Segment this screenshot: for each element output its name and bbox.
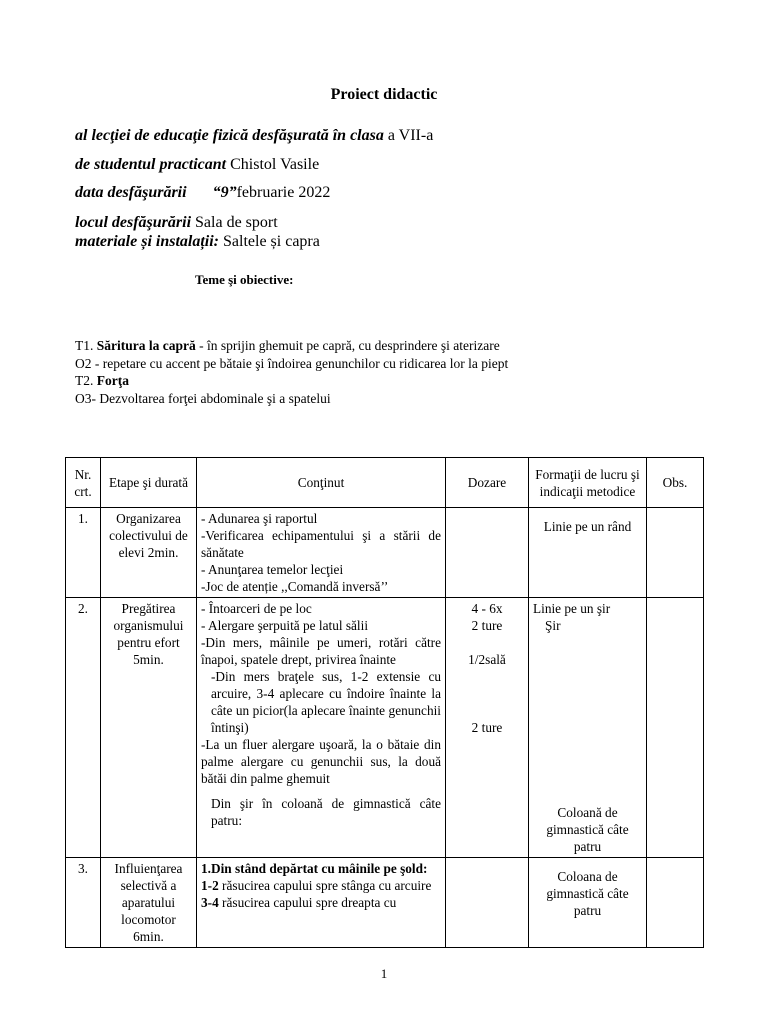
lesson-line [75,127,433,145]
header-etape: Etape şi durată [101,458,197,508]
row1-content-line: -Joc de atenție ,,Comandă inversă’’ [201,579,389,594]
row1-content-line: - Anunţarea temelor lecţiei [201,562,344,577]
row2-obs [647,598,704,858]
row3-continut [197,858,446,948]
row3-obs [647,858,704,948]
materials-label: materiale și instalații: [75,233,220,250]
row2-nr: 2. [66,598,101,858]
row3-nr: 3. [66,858,101,948]
row3-formatie-text: Coloana de gimnastică câte patru [546,869,629,918]
row1-dozare [446,508,529,598]
t1-prefix: T1. [75,338,97,353]
row1-content-line: -Verificarea echipamentului şi a stării de sănătate [201,528,441,560]
header-continut: Conţinut [197,458,446,508]
row1-formatie [529,508,647,598]
row2-continut [197,598,446,858]
materials-value: Saltele și capra [219,233,320,250]
row3-dozare [446,858,529,948]
row2-content-line: - Întoarceri de pe loc [201,601,312,616]
row1-etapa: Organizarea colectivului de elevi 2min. [101,508,197,598]
date-label: data desfăşurării [75,184,187,201]
row2-formatie-text: Linie pe un şir [533,601,611,616]
table-row [66,598,704,858]
row2-formatie [529,598,647,858]
row2-dozare-value: 2 ture [471,720,503,735]
row3-step-number: 3-4 [201,895,219,910]
row1-continut [197,508,446,598]
header-obs: Obs. [647,458,704,508]
date-number: “9” [212,184,237,201]
t2-prefix: T2. [75,373,97,388]
row2-dozare-value: 2 ture [471,618,503,633]
header-formatii: Formaţii de lucru şi indicaţii metodice [529,458,647,508]
row3-step-number: 1-2 [201,878,219,893]
table-row [66,858,704,948]
place-label: locul desfăşurării [75,214,192,231]
row2-content-line: -Din mers braţele sus, 1-2 extensie cu arcuire, 3-4 aplecare cu îndoire înainte la câte un picior(la aplecare înainte genunchii întinşi) [211,669,441,735]
row2-content-line: -La un fluer alergare uşoară, la o bătaie din palme alergare cu genunchii sus, la două bătăi din palme ghemuit [201,737,441,786]
row3-formatie [529,858,647,948]
row2-content-line: - Alergare şerpuită pe latul sălii [201,618,369,633]
row2-etapa: Pregătirea organismului pentru efort 5min. [101,598,197,858]
t1-description: - în sprijin ghemuit pe capră, cu desprindere şi aterizare [195,338,500,353]
row3-step-text: răsucirea capului spre stânga cu arcuire [218,878,432,893]
student-label: de studentul practicant [75,156,227,173]
lesson-class: a VII-a [383,127,434,144]
date-line [75,184,330,202]
row1-nr: 1. [66,508,101,598]
row2-content-line: -Din mers, mâinile pe umeri, rotări către înapoi, spatele drept, privirea înainte [201,635,441,667]
place-line [75,214,278,232]
row1-obs [647,508,704,598]
objective-o3: O3- Dezvoltarea forţei abdominale şi a spatelui [75,391,331,406]
student-line [75,156,319,174]
row2-dozare-value: 4 - 6x [471,601,503,616]
materials-line [75,233,320,251]
document-title: Proiect didactic [330,86,438,103]
table-header-row [66,458,704,508]
row1-content-line: - Adunarea şi raportul [201,511,318,526]
student-name: Chistol Vasile [226,156,320,173]
place-value: Sala de sport [191,214,278,231]
row3-step-text: răsucirea capului spre dreapta cu [218,895,397,910]
lesson-label: al lecţiei de educaţie fizică desfăşurată în clasa [75,127,384,144]
table-row [66,508,704,598]
row2-dozare [446,598,529,858]
objective-t2 [75,373,129,389]
header-dozare: Dozare [446,458,529,508]
objective-t1 [75,338,500,354]
header-nr: Nr. crt. [66,458,101,508]
row3-step-title: .Din stând depărtat cu mâinile pe şold: [207,861,428,876]
date-rest: februarie 2022 [236,184,331,201]
row3-etapa: Influienţarea selectivă a aparatului locomotor 6min. [101,858,197,948]
t2-title: Forţa [96,373,129,388]
lesson-plan-table [65,457,704,948]
t1-title: Săritura la capră [96,338,196,353]
row3-step-number: 1 [201,861,208,876]
teme-heading: Teme şi obiective: [195,272,294,287]
objective-o2: O2 - repetare cu accent pe bătaie şi îndoirea genunchilor cu ridicarea lor la piept [75,356,509,371]
row2-dozare-value: 1/2sală [468,652,506,667]
row2-content-line: Din şir în coloană de gimnastică câte patru: [211,796,441,828]
row2-formatie-text: Şir [545,618,561,633]
page-number: 1 [380,966,388,981]
row2-formatie-text: Coloană de gimnastică câte patru [546,805,629,854]
row1-formatie-text: Linie pe un rând [543,519,632,534]
